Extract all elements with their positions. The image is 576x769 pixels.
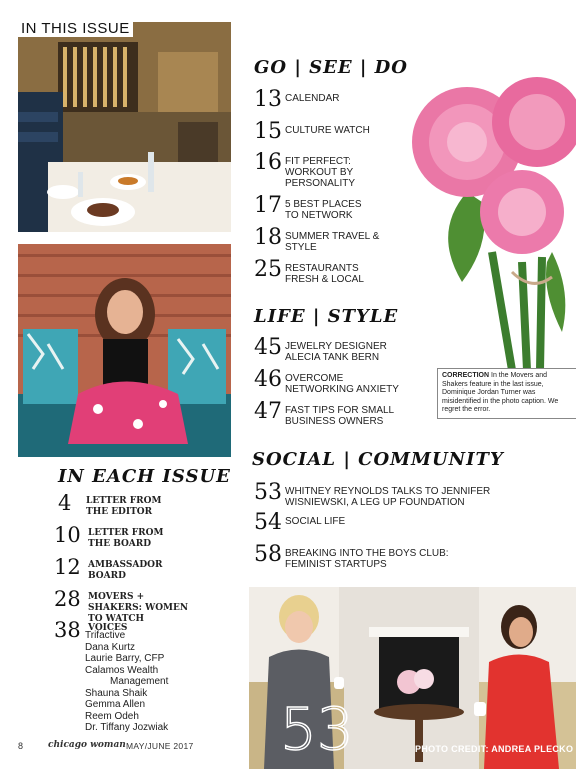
toc-item-title: BREAKING INTO THE BOYS CLUB: FEMINIST STARTUPS bbox=[285, 548, 449, 570]
page-number: 38 bbox=[54, 618, 81, 642]
list-item: Dana Kurtz bbox=[85, 641, 136, 653]
page-number: 58 bbox=[254, 542, 282, 567]
page-number: 18 bbox=[254, 225, 282, 250]
page-number: 15 bbox=[254, 119, 282, 144]
list-item: Laurie Barry, CFP bbox=[85, 653, 165, 664]
toc-item[interactable] bbox=[254, 367, 410, 395]
list-item: Management bbox=[110, 676, 169, 687]
in-this-issue-label: IN THIS ISSUE bbox=[18, 20, 133, 37]
photo-credit: PHOTO CREDIT: ANDREA PLECKO bbox=[415, 744, 574, 754]
toc-item[interactable] bbox=[254, 542, 465, 570]
toc-item[interactable] bbox=[254, 119, 370, 144]
toc-item-title: 5 BEST PLACES TO NETWORK bbox=[285, 199, 362, 221]
page-number: 53 bbox=[254, 480, 282, 505]
page-number: 47 bbox=[254, 399, 282, 424]
toc-item[interactable] bbox=[254, 399, 405, 427]
page-number-footer: 8 bbox=[18, 741, 24, 751]
correction-box bbox=[437, 368, 576, 419]
page-number: 25 bbox=[254, 257, 282, 282]
correction-text: In the Movers and Shakers feature in the last issue, Dominique Jordan Turner was misidentified in the photo caption. We regret the error. bbox=[442, 372, 559, 413]
list-item: Reem Odeh bbox=[85, 710, 139, 722]
toc-item-title: SOCIAL LIFE bbox=[285, 516, 346, 527]
page-number: 13 bbox=[254, 87, 282, 112]
toc-item-title: LETTER FROM THE EDITOR bbox=[86, 496, 162, 517]
page-number: 45 bbox=[254, 335, 282, 360]
list-item: Trifactive bbox=[85, 630, 126, 641]
page-number: 10 bbox=[54, 523, 81, 547]
voices-list bbox=[85, 630, 168, 734]
toc-item[interactable] bbox=[254, 480, 525, 508]
toc-item-title: JEWELRY DESIGNER ALECIA TANK BERN bbox=[285, 341, 387, 363]
restaurant-photo bbox=[18, 22, 231, 232]
toc-item[interactable] bbox=[254, 225, 380, 253]
toc-item-title: AMBASSADOR BOARD bbox=[88, 560, 163, 581]
list-item: Dr. Tiffany Jozwiak bbox=[85, 722, 169, 733]
page-number: 28 bbox=[54, 587, 81, 611]
toc-item[interactable] bbox=[254, 87, 340, 112]
toc-item-title: WHITNEY REYNOLDS TALKS TO JENNIFER WISNIEWSKI, A LEG UP FOUNDATION bbox=[285, 486, 491, 508]
toc-item-title: CALENDAR bbox=[285, 93, 340, 104]
in-each-issue-heading: IN EACH ISSUE bbox=[58, 466, 231, 487]
photo-overlay-number: 53 bbox=[280, 695, 354, 763]
toc-item-title: FIT PERFECT: WORKOUT BY PERSONALITY bbox=[285, 156, 356, 189]
toc-item[interactable] bbox=[58, 493, 166, 518]
page-number: 17 bbox=[254, 193, 282, 218]
toc-item-title: OVERCOME NETWORKING ANXIETY bbox=[285, 373, 399, 395]
list-item: Shauna Shaik bbox=[85, 687, 148, 699]
toc-item[interactable] bbox=[54, 557, 168, 582]
go-see-do-heading: GO | SEE | DO bbox=[254, 57, 408, 78]
life-style-heading: LIFE | STYLE bbox=[254, 306, 399, 327]
page-number: 16 bbox=[254, 150, 282, 175]
toc-item[interactable] bbox=[254, 150, 365, 189]
issue-date: MAY/JUNE 2017 bbox=[126, 741, 194, 751]
toc-item[interactable] bbox=[254, 257, 375, 285]
portrait-photo bbox=[18, 244, 231, 457]
toc-item-title: FAST TIPS FOR SMALL BUSINESS OWNERS bbox=[285, 405, 394, 427]
magazine-name: chicago woman bbox=[48, 740, 126, 750]
page-number: 46 bbox=[254, 367, 282, 392]
list-item: Calamos Wealth bbox=[85, 664, 159, 676]
toc-item-title: CULTURE WATCH bbox=[285, 125, 370, 136]
social-community-heading: SOCIAL | COMMUNITY bbox=[252, 449, 504, 470]
toc-item-title: LETTER FROM THE BOARD bbox=[88, 528, 164, 549]
peony-flowers-photo bbox=[372, 52, 576, 370]
toc-item-title: MOVERS + SHAKERS: WOMEN TO WATCH bbox=[88, 592, 189, 624]
toc-item[interactable] bbox=[54, 525, 168, 550]
page-number: 12 bbox=[54, 555, 81, 579]
correction-label: CORRECTION bbox=[442, 372, 490, 379]
toc-item[interactable] bbox=[254, 510, 346, 535]
page-number: 54 bbox=[254, 510, 282, 535]
toc-item-title: RESTAURANTS FRESH & LOCAL bbox=[285, 263, 364, 285]
toc-item[interactable] bbox=[254, 335, 395, 363]
page-number: 4 bbox=[58, 491, 72, 515]
toc-item-title: VOICES bbox=[88, 623, 128, 633]
toc-item[interactable] bbox=[254, 193, 375, 221]
list-item: Gemma Allen bbox=[85, 699, 146, 710]
toc-item-title: SUMMER TRAVEL & STYLE bbox=[285, 231, 380, 253]
